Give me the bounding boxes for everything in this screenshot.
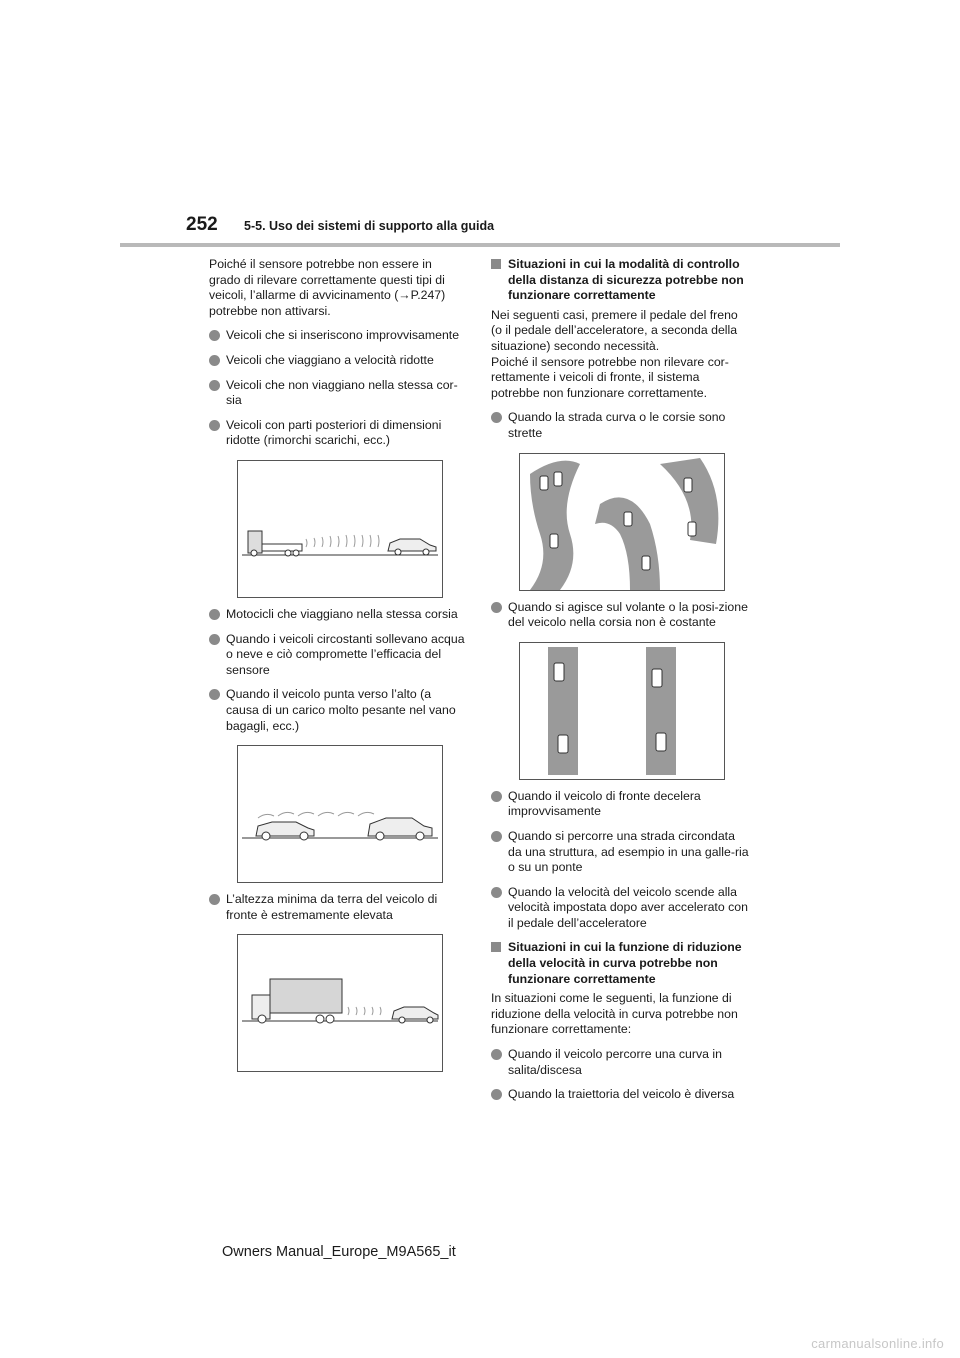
list-item: Veicoli che non viaggiano nella stessa cor-sia xyxy=(209,378,465,409)
list-item: Quando la velocità del veicolo scende alla velocità impostata dopo aver accelerato con il pedale dell’acceleratore xyxy=(491,885,749,932)
list-item: Quando si percorre una strada circondata da una struttura, ad esempio in una galle-ria o su un ponte xyxy=(491,829,749,876)
list-item: L’altezza minima da terra del veicolo di fronte è estremamente elevata xyxy=(209,892,465,923)
figure-lane-position-illustration xyxy=(519,642,725,780)
figure-tilted-car-illustration xyxy=(237,745,443,883)
figure-curved-road-illustration xyxy=(519,453,725,591)
watermark: carmanualsonline.info xyxy=(811,1336,944,1351)
figure-truck-illustration xyxy=(237,934,443,1072)
paragraph: Poiché il sensore potrebbe non rilevare cor-rettamente i veicoli di fronte, il sistema potrebbe non funzionare correttamente. xyxy=(491,354,729,400)
list-item: Veicoli con parti posteriori di dimensioni ridotte (rimorchi scarichi, ecc.) xyxy=(209,418,465,449)
list-item: Quando il veicolo percorre una curva in salita/discesa xyxy=(491,1047,749,1078)
section-heading: Situazioni in cui la modalità di controllo della distanza di sicurezza potrebbe non funzionare correttamente xyxy=(491,257,749,304)
paragraph: Nei seguenti casi, premere il pedale del freno (o il pedale dell’acceleratore, a seconda della situazione) secondo necessità. xyxy=(491,307,738,353)
section-heading: Situazioni in cui la funzione di riduzione della velocità in curva potrebbe non funzionare correttamente xyxy=(491,940,749,987)
list-item: Veicoli che si inseriscono improvvisamente xyxy=(209,328,465,344)
list-item: Veicoli che viaggiano a velocità ridotte xyxy=(209,353,465,369)
list-item: Motocicli che viaggiano nella stessa corsia xyxy=(209,607,465,623)
intro-text: Poiché il sensore potrebbe non essere in grado di rilevare correttamente questi tipi di veicoli, l’allarme di avvicinamento (→P.247) potrebbe non attivarsi. xyxy=(209,257,446,318)
left-column xyxy=(209,257,465,1081)
list-item: Quando si agisce sul volante o la posi-zione del veicolo nella corsia non è costante xyxy=(491,600,749,631)
header-rule xyxy=(120,243,840,247)
right-column xyxy=(491,257,749,1112)
section-title: 5-5. Uso dei sistemi di supporto alla guida xyxy=(244,219,495,233)
page-number: 252 xyxy=(186,214,218,235)
footer-doc-id: Owners Manual_Europe_M9A565_it xyxy=(222,1244,456,1260)
list-item: Quando i veicoli circostanti sollevano acqua o neve e ciò compromette l’efficacia del sensore xyxy=(209,632,465,679)
list-item: Quando il veicolo di fronte decelera improvvisamente xyxy=(491,789,749,820)
figure-trailer-illustration xyxy=(237,460,443,598)
paragraph: In situazioni come le seguenti, la funzione di riduzione della velocità in curva potrebbe non funzionare correttamente: xyxy=(491,991,738,1037)
list-item: Quando il veicolo punta verso l’alto (a causa di un carico molto pesante nel vano bagagli, ecc.) xyxy=(209,687,465,734)
list-item: Quando la traiettoria del veicolo è diversa xyxy=(491,1087,749,1103)
list-item: Quando la strada curva o le corsie sono strette xyxy=(491,410,749,441)
